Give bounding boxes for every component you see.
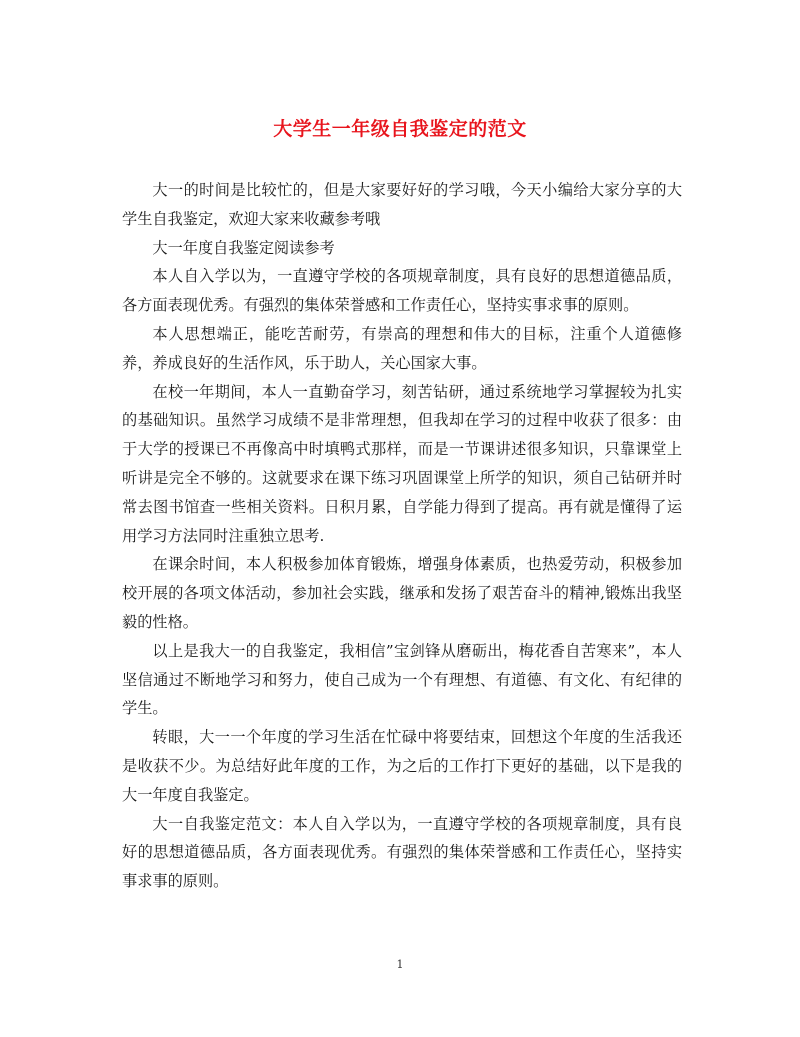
- page-number: 1: [396, 958, 404, 971]
- paragraph-discipline: 本人自入学以为，一直遵守学校的各项规章制度，具有良好的思想道德品质，各方面表现优秀。有强烈的集体荣誉感和工作责任心，坚持实事求事的原则。: [122, 267, 682, 315]
- paragraph-summary: 以上是我大一的自我鉴定，我相信”宝剑锋从磨砺出，梅花香自苦寒来”，本人坚信通过不断地学习和努力，使自己成为一个有理想、有道德、有文化、有纪律的学生。: [122, 641, 682, 718]
- document-title: 大学生一年级自我鉴定的范文: [273, 118, 527, 140]
- paragraph-subheading: 大一年度自我鉴定阅读参考: [152, 238, 335, 257]
- paragraph-thought: 本人思想端正，能吃苦耐劳，有崇高的理想和伟大的目标，注重个人道德修养，养成良好的生活作风，乐于助人，关心国家大事。: [122, 324, 682, 372]
- paragraph-sample: 大一自我鉴定范文：本人自入学以为，一直遵守学校的各项规章制度，具有良好的思想道德品质，各方面表现优秀。有强烈的集体荣誉感和工作责任心，坚持实事求事的原则。: [122, 814, 682, 891]
- paragraph-activities: 在课余时间，本人积极参加体育锻炼，增强身体素质，也热爱劳动，积极参加校开展的各项文体活动，参加社会实践，继承和发扬了艰苦奋斗的精神,锻炼出我坚毅的性格。: [122, 555, 682, 631]
- document-body: [122, 176, 682, 896]
- paragraph-study: 在校一年期间，本人一直勤奋学习，刻苦钻研，通过系统地学习掌握较为扎实的基础知识。虽然学习成绩不是非常理想，但我却在学习的过程中收获了很多：由于大学的授课已不再像高中时填鸭式那样，而是一节课讲述很多知识，只靠课堂上听讲是完全不够的。这就要求在课下练习巩固课堂上所学的知识，须自己钻研并时常去图书馆查一些相关资料。日积月累，自学能力得到了提高。再有就是懂得了运用学习方法同时注重独立思考.: [122, 382, 682, 545]
- paragraph-intro: 大一的时间是比较忙的，但是大家要好好的学习哦，今天小编给大家分享的大学生自我鉴定，欢迎大家来收藏参考哦: [122, 181, 682, 228]
- paragraph-year-end: 转眼，大一一个年度的学习生活在忙碌中将要结束，回想这个年度的生活我还是收获不少。为总结好此年度的工作，为之后的工作打下更好的基础，以下是我的大一年度自我鉴定。: [122, 728, 682, 804]
